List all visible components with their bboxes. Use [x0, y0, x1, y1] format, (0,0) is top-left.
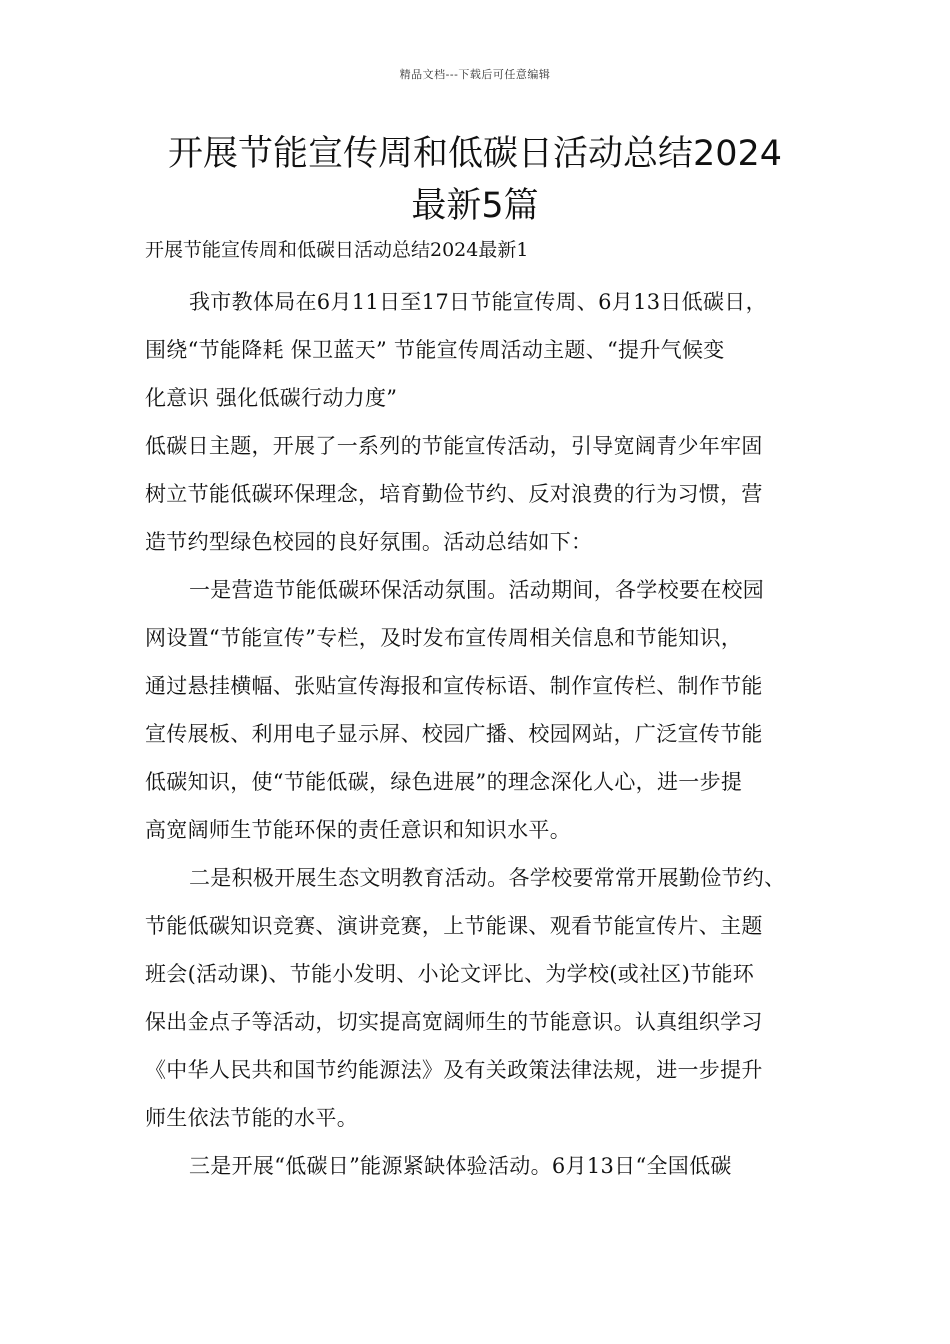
- paragraph-line: 低碳日主题，开展了一系列的节能宣传活动，引导宽阔青少年牢固: [145, 434, 763, 458]
- paragraph-line: 化意识 强化低碳行动力度”: [145, 386, 398, 410]
- paragraph-2: [145, 422, 815, 566]
- paragraph-line: 宣传展板、利用电子显示屏、校园广播、校园网站，广泛宣传节能: [145, 722, 763, 746]
- paragraph-4: [145, 854, 815, 1142]
- title-line-1: 开展节能宣传周和低碳日活动总结2024: [167, 134, 783, 174]
- paragraph-line: 通过悬挂横幅、张贴宣传海报和宣传标语、制作宣传栏、制作节能: [145, 674, 763, 698]
- paragraph-line: 二是积极开展生态文明教育活动。各学校要常常开展勤俭节约、: [189, 866, 786, 890]
- paragraph-line: 造节约型绿色校园的良好氛围。活动总结如下：: [145, 530, 593, 554]
- paragraph-5: [145, 1142, 815, 1190]
- header-note: 精品文档---下载后可任意编辑: [399, 68, 551, 81]
- paragraph-line: 节能低碳知识竞赛、演讲竞赛，上节能课、观看节能宣传片、主题: [145, 914, 763, 938]
- paragraph-line: 一是营造节能低碳环保活动氛围。活动期间，各学校要在校园: [189, 578, 765, 602]
- paragraph-line: 围绕“节能降耗 保卫蓝天” 节能宣传周活动主题、“提升气候变: [145, 338, 725, 362]
- paragraph-line: 树立节能低碳环保理念，培育勤俭节约、反对浪费的行为习惯，营: [145, 482, 763, 506]
- paragraph-1: [145, 278, 815, 422]
- paragraph-line: 师生依法节能的水平。: [145, 1106, 358, 1130]
- document-title: [90, 128, 860, 232]
- paragraph-line: 高宽阔师生节能环保的责任意识和知识水平。: [145, 818, 571, 842]
- paragraph-line: 保出金点子等活动，切实提高宽阔师生的节能意识。认真组织学习: [145, 1010, 763, 1034]
- paragraph-line: 低碳知识，使“节能低碳，绿色进展”的理念深化人心，进一步提: [145, 770, 743, 794]
- paragraph-line: 三是开展“低碳日”能源紧缺体验活动。6月13日“全国低碳: [189, 1154, 732, 1178]
- paragraph-line: 网设置“节能宣传”专栏，及时发布宣传周相关信息和节能知识，: [145, 626, 743, 650]
- section-subheading: 开展节能宣传周和低碳日活动总结2024最新1: [145, 239, 529, 261]
- paragraph-line: 《中华人民共和国节约能源法》及有关政策法律法规，进一步提升: [145, 1058, 763, 1082]
- paragraph-3: [145, 566, 815, 854]
- paragraph-line: 我市教体局在6月11日至17日节能宣传周、6月13日低碳日，: [189, 290, 767, 314]
- document-body: [145, 234, 815, 1190]
- paragraph-line: 班会(活动课)、节能小发明、小论文评比、为学校(或社区)节能环: [145, 962, 755, 986]
- title-line-2: 最新5篇: [411, 186, 539, 226]
